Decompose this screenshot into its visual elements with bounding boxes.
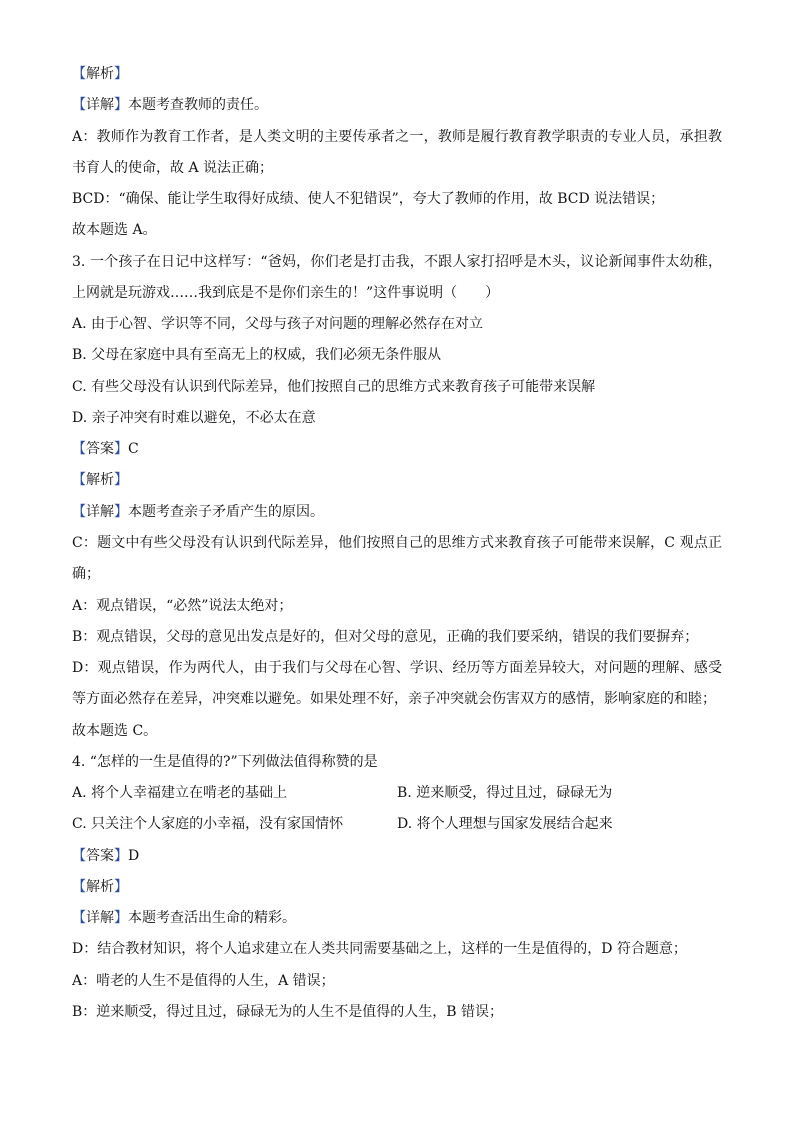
answer-value: D [128, 847, 140, 864]
q3-explanation-b: B：观点错误，父母的意见出发点是好的，但对父母的意见，正确的我们要采纳，错误的我们要摒弃； [72, 628, 699, 645]
q3-explanation-d-line-1: D：观点错误，作为两代人，由于我们与父母在心智、学识、经历等方面差异较大，对问题的理解、感受 [72, 660, 722, 677]
q3-stem-line-1: 3. 一个孩子在日记中这样写：“爸妈，你们老是打击我，不跟人家打招呼是木头，议论新闻事件太幼稚， [72, 253, 722, 270]
q2-point-bcd: BCD：“确保、能让学生取得好成绩、使人不犯错误”，夸大了教师的作用，故 BCD 说法错误； [72, 191, 665, 208]
q4-stem: 4. “怎样的一生是值得的?”下列做法值得称赞的是 [72, 753, 378, 770]
q3-option-d: D. 亲子冲突有时难以避免，不必太在意 [72, 409, 316, 426]
q3-explanation-a: A：观点错误，“必然”说法太绝对； [72, 597, 293, 614]
bracket-open: 【 [72, 97, 86, 114]
bracket-close: 】 [114, 441, 128, 458]
bracket-close: 】 [114, 503, 128, 520]
q4-option-c: C. 只关注个人家庭的小幸福，没有家国情怀 [72, 816, 344, 833]
bracket-open: 【 [72, 910, 86, 927]
q2-point-a-line-1: A：教师作为教育工作者，是人类文明的主要传承者之一，教师是履行教育教学职责的专业人员，承担教 [72, 128, 722, 145]
q4-explanation-a: A：啃老的人生不是值得的人生，A 错误； [72, 972, 335, 989]
q4-explanation-d: D：结合教材知识，将个人追求建立在人类共同需要基础之上，这样的一生是值得的，D 符合题意； [72, 941, 687, 958]
q3-answer-line [72, 434, 722, 465]
bracket-close: 】 [114, 878, 128, 895]
q3-stem-line-2: 上网就是玩游戏……我到底是不是你们亲生的！”这件事说明（ ） [72, 284, 500, 301]
bracket-open: 【 [72, 441, 86, 458]
q2-analysis-heading [72, 59, 722, 90]
q2-conclusion: 故本题选 A。 [72, 222, 157, 239]
q4-option-row-2 [72, 809, 722, 840]
q4-answer-line [72, 841, 722, 872]
q4-option-d: D. 将个人理想与国家发展结合起来 [397, 816, 613, 833]
q4-detail-line [72, 903, 722, 934]
q4-option-b: B. 逆来顺受，得过且过，碌碌无为 [397, 785, 613, 802]
detail-text: 本题考查教师的责任。 [128, 97, 268, 114]
bracket-close: 】 [114, 910, 128, 927]
q3-conclusion: 故本题选 C。 [72, 722, 158, 739]
analysis-label: 解析 [86, 66, 114, 82]
bracket-open: 【 [72, 472, 86, 489]
analysis-label: 解析 [86, 878, 114, 895]
q2-point-a-line-2: 书育人的使命，故 A 说法正确； [72, 159, 274, 176]
q3-option-c: C. 有些父母没有认识到代际差异，他们按照自己的思维方式来教育孩子可能带来误解 [72, 378, 596, 395]
q3-detail-line [72, 497, 722, 528]
answer-value: C [128, 441, 139, 458]
q3-explanation-c-line-2: 确； [72, 566, 100, 583]
detail-label: 详解 [86, 97, 114, 114]
q3-explanation-c-line-1: C：题文中有些父母没有认识到代际差异，他们按照自己的思维方式来教育孩子可能带来误解，C 观点正 [72, 534, 722, 551]
bracket-close: 】 [114, 847, 128, 864]
q3-analysis-heading [72, 465, 722, 496]
bracket-open: 【 [72, 847, 86, 864]
q4-analysis-heading [72, 872, 722, 903]
detail-text: 本题考查亲子矛盾产生的原因。 [128, 503, 324, 520]
detail-label: 详解 [86, 910, 114, 927]
answer-label: 答案 [86, 441, 114, 458]
bracket-open: 【 [72, 878, 86, 895]
q2-detail-line [72, 90, 722, 121]
q4-option-row-1 [72, 778, 722, 809]
analysis-label: 解析 [86, 472, 114, 489]
q4-explanation-b: B：逆来顺受，得过且过，碌碌无为的人生不是值得的人生，B 错误； [72, 1003, 504, 1020]
bracket-close: 】 [114, 472, 128, 489]
q4-option-a: A. 将个人幸福建立在啃老的基础上 [72, 785, 288, 802]
q3-explanation-d-line-2: 等方面必然存在差异，冲突难以避免。如果处理不好，亲子冲突就会伤害双方的感情，影响家庭的和睦； [72, 691, 716, 708]
bracket-close: 】 [114, 66, 128, 82]
q3-option-b: B. 父母在家庭中具有至高无上的权威，我们必须无条件服从 [72, 347, 442, 364]
q3-option-a: A. 由于心智、学识等不同，父母与孩子对问题的理解必然存在对立 [72, 316, 484, 333]
bracket-close: 】 [114, 97, 128, 114]
detail-label: 详解 [86, 503, 114, 520]
bracket-open: 【 [72, 503, 86, 520]
bracket-open: 【 [72, 66, 86, 82]
detail-text: 本题考查活出生命的精彩。 [128, 910, 296, 927]
answer-label: 答案 [86, 847, 114, 864]
